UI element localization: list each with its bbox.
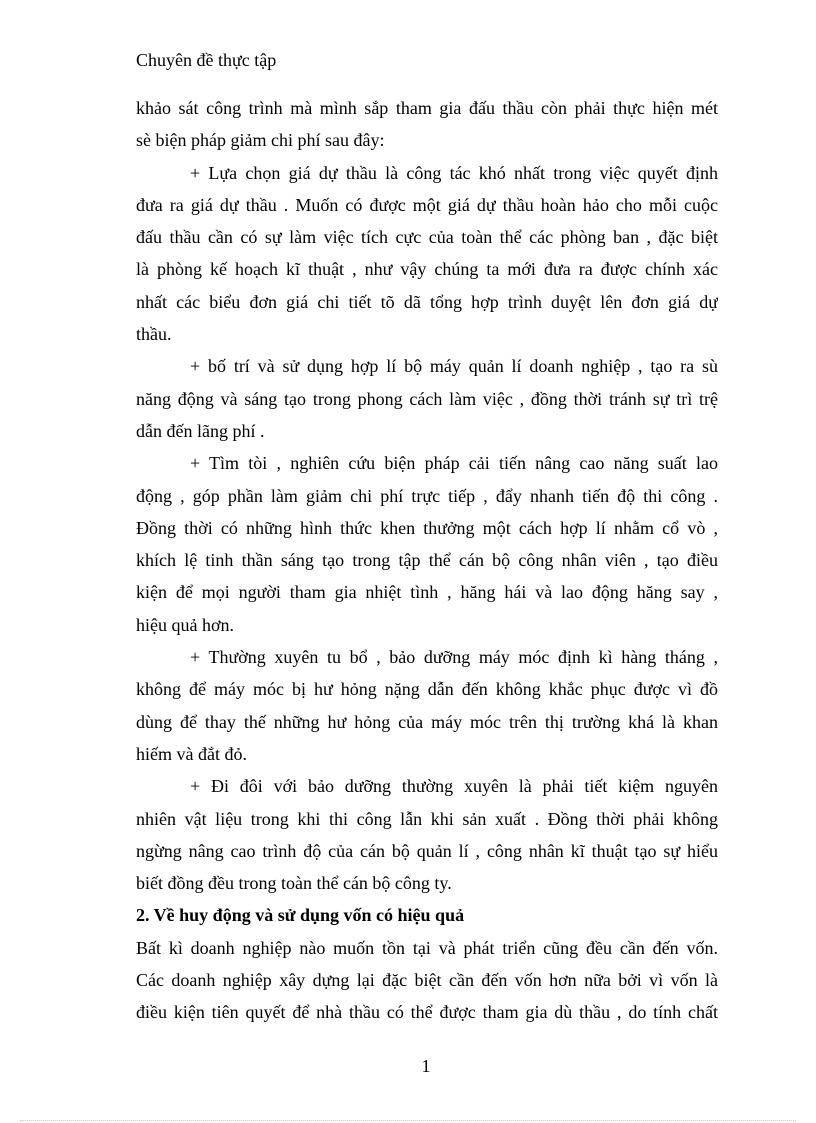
paragraph-first-line: + Lựa chọn giá dự thầu là công tác khó nhất trong việc quyết định bbox=[190, 162, 718, 183]
text-line: khích lệ tinh thần sáng tạo trong tập thể cán bộ công nhân viên , tạo điều bbox=[136, 550, 718, 571]
text-line: động , góp phần làm giảm chi phí trực tiếp , đẩy nhanh tiến độ thi công . bbox=[136, 485, 718, 506]
text-line: kiện để mọi người tham gia nhiệt tình , hăng hái và lao động hăng say , bbox=[136, 582, 718, 603]
page-bottom-divider bbox=[20, 1120, 796, 1121]
text-line: thầu. bbox=[136, 324, 172, 345]
text-line: điều kiện tiên quyết để nhà thầu có thể được tham gia dù thầu , do tính chất bbox=[136, 1002, 718, 1023]
text-line: sè biện pháp giảm chi phí sau đây: bbox=[136, 130, 385, 151]
text-line: hiệu quả hơn. bbox=[136, 614, 234, 635]
text-line: biết đồng đều trong toàn thể cán bộ công ty. bbox=[136, 873, 452, 894]
text-line: Các doanh nghiệp xây dựng lại đặc biệt cần đến vốn hơn nữa bởi vì vốn là bbox=[136, 970, 718, 991]
page-number: 1 bbox=[421, 1056, 431, 1076]
text-line: Bất kì doanh nghiệp nào muốn tồn tại và phát triển cũng đều cần đến vốn. bbox=[136, 937, 718, 958]
paragraph-first-line: + bố trí và sử dụng hợp lí bộ máy quản lí doanh nghiệp , tạo ra sù bbox=[190, 356, 718, 377]
body-text bbox=[136, 92, 718, 1029]
text-line: dẫn đến lãng phí . bbox=[136, 420, 265, 441]
text-line: đấu thầu cần có sự làm việc tích cực của toàn thể các phòng ban , đặc biệt bbox=[136, 227, 718, 248]
text-line: ngừng nâng cao trình độ của cán bộ quản lí , công nhân kĩ thuật tạo sự hiểu bbox=[136, 840, 718, 861]
paragraph-first-line: + Đi đôi với bảo dưỡng thường xuyên là phải tiết kiệm nguyên bbox=[190, 776, 718, 797]
paragraph-first-line: + Thường xuyên tu bổ , bảo dưỡng máy móc định kì hàng tháng , bbox=[190, 647, 718, 668]
text-line: khảo sát công trình mà mình sắp tham gia đấu thầu còn phải thực hiện mét bbox=[136, 98, 718, 118]
text-line: Đồng thời có những hình thức khen thưởng một cách hợp lí nhằm cổ vò , bbox=[136, 517, 718, 538]
text-line: hiếm và đắt đỏ. bbox=[136, 743, 247, 764]
text-line: không để máy móc bị hư hỏng nặng dẫn đến không khắc phục được vì đồ bbox=[136, 679, 718, 700]
running-header: Chuyên đề thực tập bbox=[136, 50, 277, 70]
text-line: nhiên vật liệu trong khi thi công lẫn khi sản xuất . Đồng thời phải không bbox=[136, 808, 718, 829]
section-heading: 2. Về huy động và sử dụng vốn có hiệu quả bbox=[136, 905, 465, 926]
text-line: nhất các biểu đơn giá chi tiết tõ dã tổng hợp trình duyệt lên đơn giá dự bbox=[136, 291, 718, 312]
text-line: năng động và sáng tạo trong phong cách làm việc , đồng thời tránh sự trì trệ bbox=[136, 388, 718, 409]
text-line: dùng để thay thế những hư hỏng của máy móc trên thị trường khá là khan bbox=[136, 711, 718, 732]
text-line: đưa ra giá dự thầu . Muốn có được một giá dự thầu hoàn hảo cho mỗi cuộc bbox=[136, 194, 718, 215]
paragraph-first-line: + Tìm tòi , nghiên cứu biện pháp cải tiến nâng cao năng suất lao bbox=[190, 453, 718, 474]
text-line: là phòng kế hoạch kĩ thuật , như vậy chúng ta mới đưa ra được chính xác bbox=[136, 259, 718, 280]
